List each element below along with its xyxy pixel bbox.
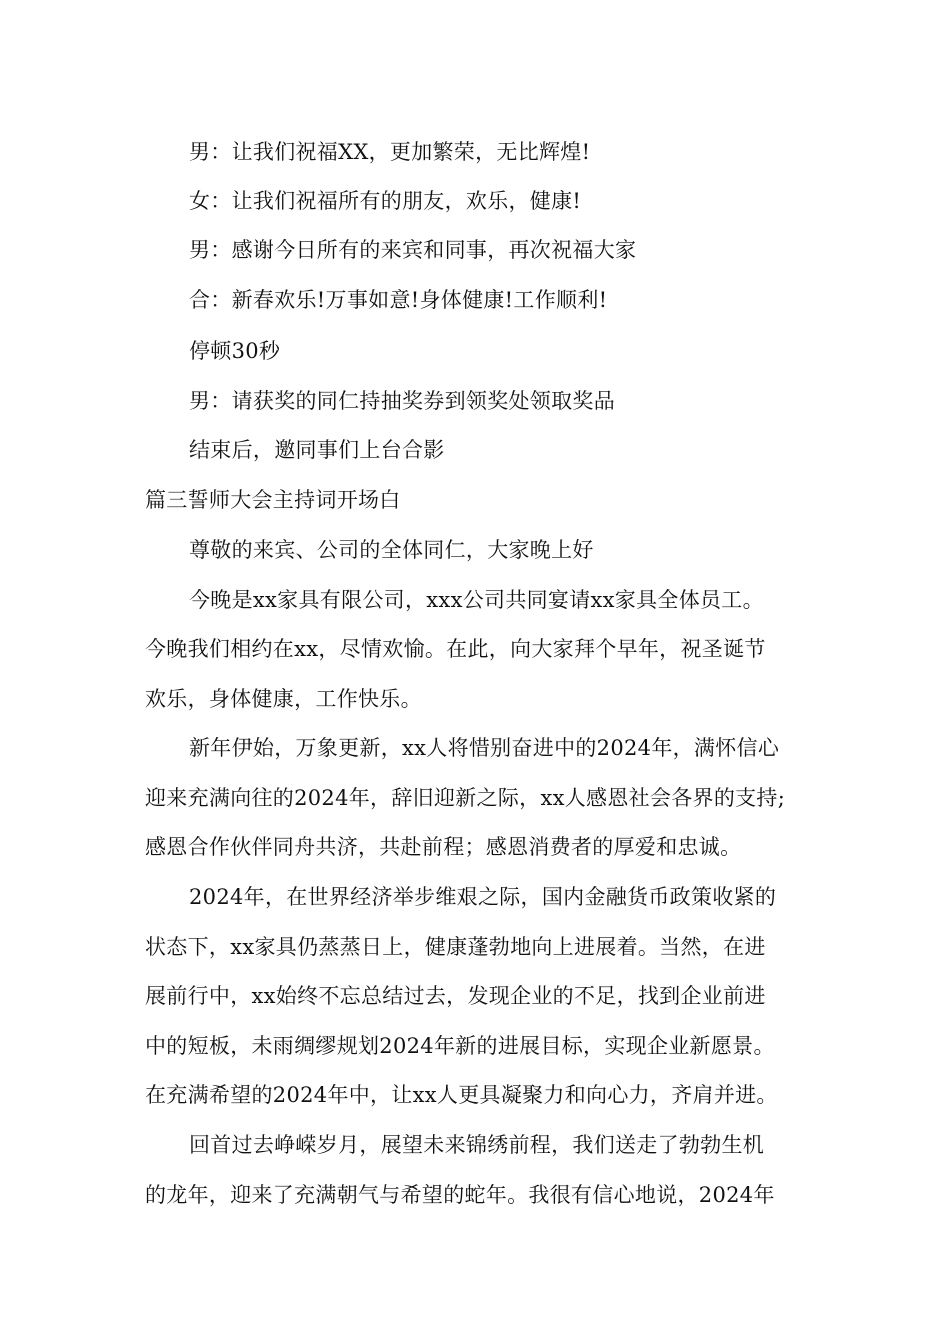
text-line: 感恩合作伙伴同舟共济，共赴前程；感恩消费者的厚爱和忠诚。 <box>145 835 742 859</box>
text-line: 男：请获奖的同仁持抽奖券到领奖处领取奖品 <box>189 389 615 413</box>
text-line: 男：感谢今日所有的来宾和同事，再次祝福大家 <box>189 238 637 262</box>
text-line: 展前行中，xx始终不忘总结过去，发现企业的不足，找到企业前进 <box>145 984 766 1008</box>
text-line: 今晚我们相约在xx，尽情欢愉。在此，向大家拜个早年，祝圣诞节 <box>145 637 766 661</box>
text-line: 结束后，邀同事们上台合影 <box>189 438 445 462</box>
text-line: 回首过去峥嵘岁月，展望未来锦绣前程，我们送走了勃勃生机 <box>189 1133 765 1157</box>
text-line: 今晚是xx家具有限公司，xxx公司共同宴请xx家具全体员工。 <box>189 588 764 612</box>
section-heading: 篇三誓师大会主持词开场白 <box>145 488 401 512</box>
text-line: 迎来充满向往的2024年，辞旧迎新之际，xx人感恩社会各界的支持; <box>145 786 786 810</box>
text-line: 合：新春欢乐!万事如意!身体健康!工作顺利! <box>189 288 608 312</box>
text-line: 在充满希望的2024年中，让xx人更具凝聚力和向心力，齐肩并进。 <box>145 1083 778 1107</box>
text-line: 的龙年，迎来了充满朝气与希望的蛇年。我很有信心地说，2024年 <box>145 1183 775 1207</box>
text-line: 尊敬的来宾、公司的全体同仁，大家晚上好 <box>189 538 594 562</box>
text-line: 新年伊始，万象更新，xx人将惜别奋进中的2024年，满怀信心 <box>189 736 780 760</box>
text-line: 中的短板，未雨绸缪规划2024年新的进展目标，实现企业新愿景。 <box>145 1034 775 1058</box>
text-line: 女：让我们祝福所有的朋友，欢乐，健康! <box>189 189 582 213</box>
text-line: 2024年，在世界经济举步维艰之际，国内金融货币政策收紧的 <box>189 885 777 909</box>
text-line: 停顿30秒 <box>189 339 281 363</box>
text-line: 状态下，xx家具仍蒸蒸日上，健康蓬勃地向上进展着。当然，在进 <box>145 935 766 959</box>
text-line: 男：让我们祝福XX，更加繁荣，无比辉煌! <box>189 140 591 164</box>
text-line: 欢乐，身体健康，工作快乐。 <box>145 687 422 711</box>
